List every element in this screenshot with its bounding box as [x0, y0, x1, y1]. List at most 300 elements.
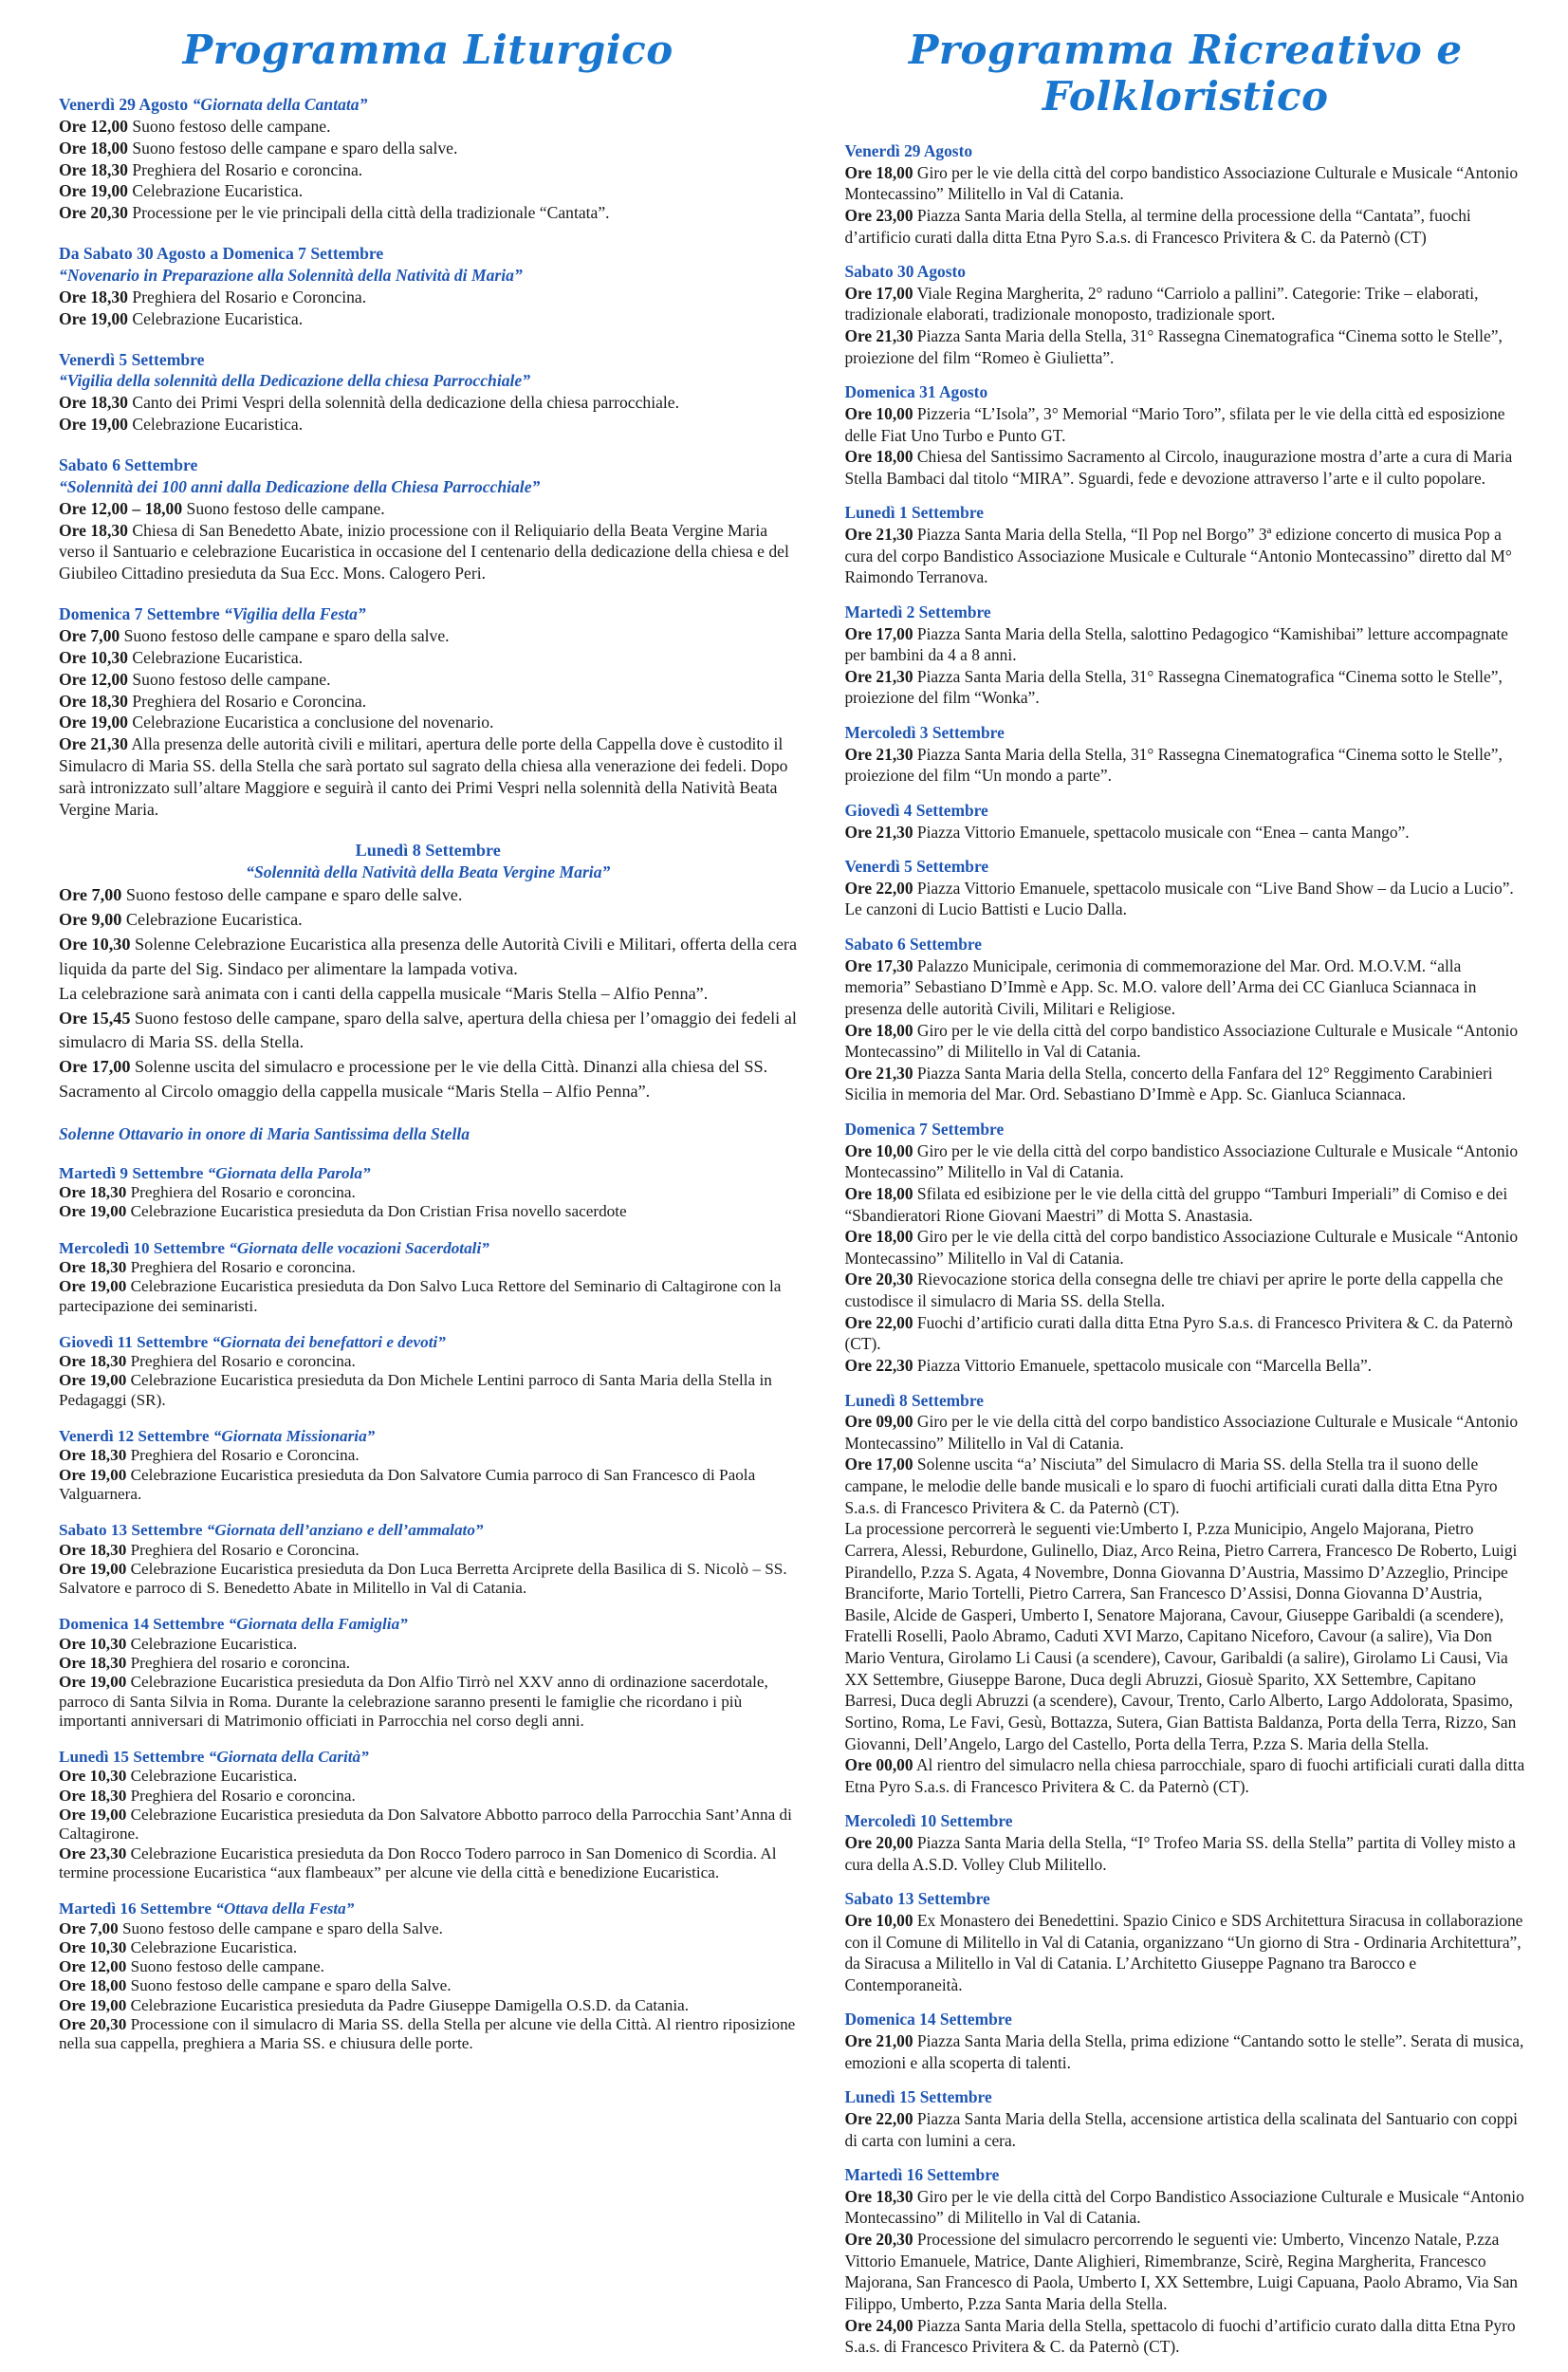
day-heading — [844, 934, 1526, 955]
day-heading — [844, 2009, 1526, 2030]
entry-time: Ore 18,30 — [59, 691, 128, 711]
schedule-entry — [59, 1560, 797, 1599]
schedule-entry — [844, 1355, 1526, 1377]
schedule-entry — [59, 625, 797, 647]
schedule-entry — [844, 1454, 1526, 1518]
day-subtitle: “Novenario in Preparazione alla Solennità della Natività di Maria” — [59, 266, 523, 286]
schedule-entry — [844, 1832, 1526, 1875]
day-heading — [59, 1239, 797, 1258]
entry-text: Canto dei Primi Vespri della solennità della dedicazione della chiesa parrocchiale. — [127, 393, 680, 413]
entry-time: Ore 9,00 — [59, 910, 122, 930]
entry-time: Ore 18,30 — [59, 520, 128, 540]
entry-time: Ore 12,00 – 18,00 — [59, 498, 183, 518]
entry-text: Piazza Santa Maria della Stella, accensione artistica della scalinata del Santuario con coppi di carta con lumini a cera. — [844, 2108, 1518, 2150]
schedule-entry — [844, 623, 1526, 666]
entry-time: Ore 22,00 — [844, 2108, 913, 2128]
schedule-entry — [59, 733, 797, 820]
schedule-entry — [59, 1673, 797, 1731]
entry-time: Ore 17,00 — [59, 1057, 131, 1077]
day-date: Da Sabato 30 Agosto a Domenica 7 Settembre — [59, 244, 384, 264]
entry-text: Celebrazione Eucaristica presieduta da Don Alfio Tirrò nel XXV anno di ordinazione sacerdotale, parroco di Santa Silvia in Roma. Durante la celebrazione saranno presenti le famiglie che ricordano i più importanti anniversari di Matrimonio officiati in Parrocchia nel corso degli anni. — [59, 1673, 768, 1730]
entry-text: Preghiera del Rosario e Coroncina. — [127, 691, 367, 711]
entry-text: Piazza Santa Maria della Stella, salottino Pedagogico “Kamishibai” letture accompagnate per bambini da 4 a 8 anni. — [844, 623, 1508, 665]
schedule-entry — [59, 1202, 797, 1221]
entry-text: Celebrazione Eucaristica. — [127, 415, 304, 435]
schedule-entry — [844, 822, 1526, 843]
schedule-entry — [59, 116, 797, 138]
entry-text: Solenne Celebrazione Eucaristica alla presenza delle Autorità Civili e Militari, offerta della cera liquida da parte del Sig. Sindaco per alimentare la lampada votiva. — [59, 934, 798, 978]
entry-time: Ore 18,00 — [59, 138, 128, 158]
entry-time: Ore 18,30 — [59, 1257, 127, 1276]
schedule-entry — [59, 1371, 797, 1410]
entry-time: Ore 18,30 — [59, 1786, 127, 1805]
entry-text: Solenne uscita del simulacro e processione per le vie della Città. Dinanzi alla chiesa del SS. Sacramento al Circolo omaggio della cappella musicale “Maris Stella – Alfio Penna”. — [59, 1057, 768, 1102]
schedule-entry — [59, 1654, 797, 1673]
entry-time: Ore 18,30 — [59, 159, 128, 179]
day-date: Venerdì 12 Settembre — [59, 1427, 210, 1446]
schedule-entry — [844, 2030, 1526, 2073]
schedule-entry — [844, 2315, 1526, 2358]
day-heading — [844, 1119, 1526, 1140]
entry-time: Ore 10,30 — [59, 1767, 127, 1786]
entry-time: Ore 19,00 — [59, 1465, 127, 1484]
schedule-entry — [844, 2108, 1526, 2151]
entry-text: Celebrazione Eucaristica. — [126, 1937, 298, 1956]
schedule-entry — [59, 202, 797, 224]
entry-time: Ore 7,00 — [59, 626, 120, 646]
program-day-section — [59, 243, 797, 329]
entry-time: Ore 18,30 — [59, 393, 128, 413]
entry-time: Ore 12,00 — [59, 1957, 127, 1976]
day-date: Domenica 7 Settembre — [844, 1120, 1005, 1139]
day-date: Sabato 6 Settembre — [844, 935, 983, 954]
day-date: Lunedì 8 Settembre — [844, 1390, 984, 1410]
entry-time: Ore 00,00 — [844, 1755, 913, 1775]
entry-text: Celebrazione Eucaristica. — [126, 1634, 298, 1653]
day-heading — [844, 2086, 1526, 2108]
day-date: Martedì 9 Settembre — [59, 1163, 204, 1182]
day-heading — [59, 1427, 797, 1446]
schedule-entry — [59, 933, 797, 982]
entry-text: Fuochi d’artificio curati dalla ditta Etna Pyro S.a.s. di Francesco Privitera & C. da Paternò (CT). — [844, 1312, 1513, 1354]
schedule-entry — [59, 1277, 797, 1316]
entry-time: Ore 09,00 — [844, 1412, 913, 1432]
entry-text: Suono festoso delle campane. — [182, 498, 385, 518]
program-day-section — [844, 1888, 1526, 1995]
program-day-section — [844, 856, 1526, 920]
entry-time: Ore 10,30 — [59, 934, 131, 954]
entry-time: Ore 18,00 — [844, 447, 913, 467]
program-day-section — [844, 602, 1526, 709]
entry-text: Piazza Santa Maria della Stella, “Il Pop nel Borgo” 3ª edizione concerto di musica Pop a cura del corpo Bandistico Associazione Musicale e Culturale “Antonio Montecassino” diretto dal M° Raimondo Terranova. — [844, 525, 1512, 587]
entry-text: Suono festoso delle campane e sparo della salve. — [127, 138, 458, 158]
program-day-section — [59, 94, 797, 224]
entry-time: Ore 18,30 — [59, 287, 128, 306]
entry-time: Ore 18,00 — [59, 1976, 127, 1995]
schedule-entry — [844, 2229, 1526, 2315]
program-day-section — [59, 1748, 797, 1882]
entry-text: Suono festoso delle campane, sparo della salve, apertura della chiesa per l’omaggio dei fedeli al simulacro di Maria SS. della Stella. — [59, 1008, 797, 1052]
day-theme: “Giornata delle vocazioni Sacerdotali” — [229, 1238, 489, 1257]
entry-time: Ore 19,00 — [59, 308, 128, 328]
program-day-section — [844, 800, 1526, 843]
schedule-entry — [844, 403, 1526, 446]
schedule-entry — [59, 1466, 797, 1505]
entry-time: Ore 19,00 — [59, 1806, 127, 1825]
entry-text: Viale Regina Margherita, 2° raduno “Carriolo a pallini”. Categorie: Trike – elaborati, tradizionale elaborati, tradizionale monoposto, tradizionale sport. — [844, 283, 1479, 324]
entry-text: Giro per le vie della città del corpo bandistico Associazione Culturale e Musicale “Antonio Montecassino” di Militello in Val di Catania. — [844, 1020, 1519, 1062]
schedule-entry — [59, 392, 797, 414]
schedule-entry — [59, 1919, 797, 1938]
entry-time: Ore 7,00 — [59, 885, 122, 905]
schedule-entry — [844, 878, 1526, 920]
program-day-section — [844, 381, 1526, 489]
entry-text: Ex Monastero dei Benedettini. Spazio Cinico e SDS Architettura Siracusa in collaborazione con il Comune di Militello in Val di Catania, organizzano “Un giorno di Stra - Ordinaria Architettura”, da Siracusa a Militello in Val di Catania. L’Architetto Giuseppe Pagnano tra Barocco e Contemporaneità. — [844, 1910, 1523, 1994]
schedule-entry — [59, 414, 797, 435]
program-day-section — [59, 1123, 797, 1145]
entry-time: Ore 19,00 — [59, 415, 128, 435]
entry-text: Celebrazione Eucaristica. — [121, 910, 303, 930]
schedule-entry — [844, 744, 1526, 787]
entry-text: Piazza Santa Maria della Stella, spettacolo di fuochi d’artificio curato dalla ditta Etna Pyro S.a.s. di Francesco Privitera & C. da Paternò (CT). — [844, 2315, 1516, 2357]
day-date: Venerdì 29 Agosto — [59, 95, 189, 114]
entry-text: Piazza Vittorio Emanuele, spettacolo musicale con “Live Band Show – da Lucio a Lucio”. Le canzoni di Lucio Battisti e Lucio Dalla. — [844, 878, 1514, 919]
entry-time: Ore 22,00 — [844, 878, 913, 898]
entry-text: Alla presenza delle autorità civili e militari, apertura delle porte della Cappella dove è custodito il Simulacro di Maria SS. della Stella che sarà portato sul sagrato della chiesa alla venerazione dei fedeli. Dopo sarà intronizzato sull’altare Maggiore e seguirà il canto dei Primi Vespri nella solennità della Natività Beata Vergine Maria. — [59, 734, 788, 819]
recreational-column — [835, 21, 1526, 2372]
program-day-section — [59, 454, 797, 584]
day-date: Mercoledì 3 Settembre — [844, 723, 1005, 742]
schedule-entry — [59, 180, 797, 202]
entry-time: Ore 7,00 — [59, 1918, 119, 1937]
program-day-section — [844, 1810, 1526, 1875]
day-subtitle: “Solennità della Natività della Beata Vergine Maria” — [246, 862, 611, 882]
schedule-entry — [59, 1055, 797, 1104]
day-heading — [59, 1521, 797, 1540]
entry-text: Preghiera del Rosario e coroncina. — [127, 159, 363, 179]
program-day-section — [59, 1615, 797, 1731]
schedule-entry — [59, 1635, 797, 1654]
program-day-section — [844, 140, 1526, 248]
schedule-entry — [59, 691, 797, 713]
schedule-entry — [59, 712, 797, 733]
day-heading — [844, 1390, 1526, 1412]
liturgical-title: Programma Liturgico — [182, 27, 673, 73]
entry-time: Ore 22,30 — [844, 1355, 913, 1375]
entry-time: Ore 18,30 — [59, 1446, 127, 1465]
schedule-entry — [844, 1226, 1526, 1269]
schedule-entry — [59, 883, 797, 908]
schedule-entry — [844, 2186, 1526, 2229]
entry-text: Piazza Santa Maria della Stella, concerto della Fanfara del 12° Reggimento Carabinieri Sicilia in memoria del Mar. Ord. Sebastiano D’Immè e App. Sc. Gianluca Sciannaca. — [844, 1063, 1493, 1104]
day-date: Giovedì 11 Settembre — [59, 1332, 209, 1351]
schedule-entry — [59, 1007, 797, 1056]
day-date: Martedì 2 Settembre — [844, 602, 991, 621]
day-date: Lunedì 15 Settembre — [59, 1748, 205, 1767]
entry-time: Ore 20,30 — [59, 2015, 127, 2034]
schedule-entry — [844, 1020, 1526, 1063]
day-date: Martedì 16 Settembre — [59, 1899, 212, 1918]
entry-time: Ore 19,00 — [59, 1277, 127, 1296]
day-theme: “Giornata della Famiglia” — [228, 1615, 408, 1634]
entry-text: Pizzeria “L’Isola”, 3° Memorial “Mario Toro”, sfilata per le vie della città ed esposizione delle Fiat Uno Turbo e Punto GT. — [844, 403, 1505, 445]
day-heading — [59, 603, 797, 625]
entry-time: Ore 19,00 — [59, 1559, 127, 1578]
program-day-section — [59, 1899, 797, 2053]
entry-time: Ore 19,00 — [59, 1371, 127, 1390]
entry-text: Celebrazione Eucaristica presieduta da Don Cristian Frisa novello sacerdote — [126, 1202, 627, 1221]
program-day-section — [844, 261, 1526, 368]
day-theme: “Ottava della Festa” — [215, 1899, 355, 1918]
entry-time: Ore 12,00 — [59, 116, 128, 136]
program-day-section — [844, 722, 1526, 787]
schedule-entry — [59, 498, 797, 520]
entry-text: Piazza Vittorio Emanuele, spettacolo musicale con “Enea – canta Mango”. — [913, 822, 1410, 842]
entry-text: Celebrazione Eucaristica presieduta da Don Salvo Luca Rettore del Seminario di Caltagirone con la partecipazione dei seminaristi. — [59, 1277, 782, 1315]
entry-time: Ore 21,30 — [844, 326, 913, 345]
schedule-entry — [59, 1938, 797, 1957]
entry-text: Suono festoso delle campane e sparo della Salve. — [118, 1918, 443, 1937]
day-heading — [844, 602, 1526, 623]
day-heading — [844, 261, 1526, 283]
entry-text: Preghiera del Rosario e coroncina. — [126, 1352, 356, 1371]
day-heading — [844, 1810, 1526, 1832]
day-subtitle: Solenne Ottavario in onore di Maria Santissima della Stella — [59, 1123, 470, 1143]
schedule-entry — [59, 138, 797, 159]
program-day-section — [844, 1119, 1526, 1377]
entry-text: Sfilata ed esibizione per le vie della città del gruppo “Tamburi Imperiali” di Comiso e dei “Sbandieratori Rione Giovani Maestri” di Motta S. Anastasia. — [844, 1183, 1508, 1225]
entry-time: Ore 21,30 — [844, 666, 913, 686]
program-day-section — [59, 1333, 797, 1410]
entry-time: Ore 23,00 — [844, 205, 913, 225]
day-heading — [844, 2164, 1526, 2186]
entry-time: Ore 17,00 — [844, 623, 913, 643]
entry-text: Al rientro del simulacro nella chiesa parrocchiale, sparo di fuochi artificiali curati dalla ditta Etna Pyro S.a.s. di Francesco Privitera & C. da Paternò (CT). — [844, 1755, 1525, 1796]
entry-time: Ore 21,30 — [844, 525, 913, 544]
entry-time: Ore 20,00 — [844, 1833, 913, 1852]
entry-text: Processione con il simulacro di Maria SS. della Stella per alcune vie della Città. Al rientro riposizione nella sua cappella, preghiera a Maria SS. e chiusura delle porte. — [59, 2015, 796, 2053]
entry-text: Piazza Santa Maria della Stella, 31° Rassegna Cinematografica “Cinema sotto le Stelle”, proiezione del film “Romeo è Giulietta”. — [844, 326, 1503, 367]
day-heading — [59, 94, 797, 116]
entry-text: Solenne uscita “a’ Nisciuta” del Simulacro di Maria SS. della Stella tra il suono delle campane, le melodie delle bande musicali e lo sparo di fuochi artificiali curati dalla ditta Etna Pyro S.a.s. di Francesco Privitera & C. da Paternò (CT). — [844, 1455, 1498, 1517]
schedule-entry — [59, 1787, 797, 1806]
liturgical-sections — [59, 94, 797, 2054]
entry-text: Giro per le vie della città del corpo bandistico Associazione Culturale e Musicale “Antonio Montecassino” Militello in Val di Catania. — [844, 162, 1519, 204]
program-day-section — [844, 2009, 1526, 2073]
entry-time: Ore 17,00 — [844, 283, 913, 303]
day-heading — [59, 349, 797, 371]
day-date: Sabato 30 Agosto — [844, 262, 966, 282]
schedule-entry — [844, 1063, 1526, 1105]
entry-text: La celebrazione sarà animata con i canti della cappella musicale “Maris Stella – Alfio Penna”. — [59, 983, 709, 1003]
program-day-section — [844, 2164, 1526, 2358]
entry-text: Celebrazione Eucaristica. — [127, 308, 304, 328]
schedule-entry — [59, 159, 797, 181]
day-theme: “Giornata della Carità” — [208, 1748, 369, 1767]
entry-text: Suono festoso delle campane e sparo delle salve. — [121, 885, 463, 905]
schedule-entry — [59, 1352, 797, 1371]
entry-time: Ore 18,00 — [844, 1183, 913, 1203]
program-day-section — [844, 934, 1526, 1105]
day-heading — [59, 243, 797, 265]
day-date: Sabato 13 Settembre — [844, 1889, 990, 1909]
day-theme: “Vigilia della Festa” — [224, 604, 366, 624]
day-theme: “Giornata della Parola” — [207, 1163, 371, 1182]
day-heading — [844, 502, 1526, 524]
entry-time: Ore 17,00 — [844, 1455, 913, 1474]
day-theme: “Giornata della Cantata” — [192, 95, 368, 114]
program-day-section — [59, 1521, 797, 1598]
program-day-section — [59, 1239, 797, 1316]
entry-time: Ore 18,00 — [844, 162, 913, 182]
day-date: Sabato 6 Settembre — [59, 455, 198, 475]
entry-time: Ore 21,30 — [844, 1063, 913, 1083]
schedule-entry — [59, 1541, 797, 1560]
day-heading — [59, 1164, 797, 1183]
entry-text: Palazzo Municipale, cerimonia di commemorazione del Mar. Ord. M.O.V.M. “alla memoria” Sebastiano D’Immè e App. Sc. M.O. valore dell’Arma dei CC Gianluca Sciannaca in presenza delle autorità Civili, Militari e Religiose. — [844, 955, 1477, 1018]
entry-time: Ore 18,00 — [844, 1020, 913, 1040]
entry-text: Suono festoso delle campane. — [126, 1957, 324, 1976]
entry-time: Ore 18,00 — [844, 1227, 913, 1247]
entry-time: Ore 19,00 — [59, 1673, 127, 1692]
schedule-entry — [59, 1183, 797, 1202]
day-date: Venerdì 5 Settembre — [844, 857, 989, 877]
day-heading — [844, 1888, 1526, 1910]
day-date: Mercoledì 10 Settembre — [59, 1238, 225, 1257]
entry-text: Celebrazione Eucaristica. — [126, 1767, 298, 1786]
entry-time: Ore 24,00 — [844, 2315, 913, 2335]
entry-text: Preghiera del Rosario e coroncina. — [126, 1786, 356, 1805]
day-date: Domenica 14 Settembre — [59, 1615, 225, 1634]
day-date: Domenica 14 Settembre — [844, 2010, 1012, 2029]
entry-time: Ore 21,30 — [59, 734, 128, 754]
program-day-section — [844, 502, 1526, 588]
entry-time: Ore 15,45 — [59, 1008, 131, 1028]
entry-text: Piazza Santa Maria della Stella, al termine della processione della “Cantata”, fuochi d’artificio curati dalla ditta Etna Pyro S.a.s. di Francesco Privitera & C. da Paternò (CT) — [844, 205, 1471, 247]
entry-time: Ore 19,00 — [59, 713, 128, 732]
entry-text: Processione del simulacro percorrendo le seguenti vie: Umberto, Vincenzo Natale, P.zza Vittorio Emanuele, Matrice, Dante Alighieri, Rimembranze, Scirè, Regina Margherita, Francesco Majorana, San Francesco di Paola, Umberto I, XX Settembre, Luigi Capuana, Paolo Abramo, Via San Filippo, Umberto, P.zza Santa Maria della Stella. — [844, 2230, 1518, 2313]
day-date: Sabato 13 Settembre — [59, 1521, 203, 1540]
entry-text: Preghiera del Rosario e coroncina. — [126, 1183, 356, 1202]
day-date: Venerdì 29 Agosto — [844, 141, 973, 160]
program-day-section — [59, 1427, 797, 1504]
entry-time: Ore 10,30 — [59, 1634, 127, 1653]
entry-text: Preghiera del Rosario e Coroncina. — [126, 1540, 360, 1559]
program-day-section — [844, 1390, 1526, 1798]
schedule-entry — [844, 325, 1526, 368]
entry-time: Ore 19,00 — [59, 1202, 127, 1221]
program-day-section — [59, 840, 797, 1104]
entry-time: Ore 18,30 — [59, 1352, 127, 1371]
entry-text: Processione per le vie principali della città della tradizionale “Cantata”. — [127, 203, 610, 223]
schedule-entry — [59, 1844, 797, 1883]
day-date: Giovedì 4 Settembre — [844, 800, 988, 820]
entry-text: Suono festoso delle campane e sparo della Salve. — [126, 1976, 452, 1995]
schedule-entry — [844, 666, 1526, 709]
entry-time: Ore 19,00 — [59, 181, 128, 201]
entry-time: Ore 10,30 — [59, 647, 128, 667]
entry-text: Chiesa del Santissimo Sacramento al Circolo, inaugurazione mostra d’arte a cura di Maria Stella Bambaci dal titolo “MIRA”. Sguardi, fede e devozione attraverso l’arte e il culto popolare. — [844, 447, 1513, 488]
entry-time: Ore 12,00 — [59, 669, 128, 689]
day-heading — [844, 140, 1526, 162]
entry-text: Celebrazione Eucaristica presieduta da Don Salvatore Abbotto parroco della Parrocchia Sant’Anna di Caltagirone. — [59, 1806, 792, 1844]
entry-time: Ore 18,30 — [59, 1183, 127, 1202]
entry-time: Ore 20,30 — [844, 1269, 913, 1289]
entry-time: Ore 19,00 — [59, 1995, 127, 2014]
schedule-entry — [59, 1767, 797, 1786]
day-heading — [844, 856, 1526, 878]
entry-time: Ore 20,30 — [59, 203, 128, 223]
schedule-entry — [844, 1754, 1526, 1797]
entry-text: Giro per le vie della città del corpo bandistico Associazione Culturale e Musicale “Antonio Montecassino” Militello in Val di Catania. — [844, 1412, 1519, 1453]
day-date: Lunedì 15 Settembre — [844, 2087, 992, 2107]
entry-text: Rievocazione storica della consegna delle tre chiavi per aprire le porte della cappella che custodisce il simulacro di Maria SS. della Stella. — [844, 1269, 1503, 1310]
day-heading — [59, 454, 797, 476]
day-heading — [59, 1748, 797, 1767]
entry-time: Ore 21,30 — [844, 744, 913, 764]
schedule-entry — [844, 1183, 1526, 1226]
entry-text: Piazza Santa Maria della Stella, “I° Trofeo Maria SS. della Stella” partita di Volley misto a cura della A.S.D. Volley Club Militello. — [844, 1833, 1516, 1874]
entry-text: Preghiera del rosario e coroncina. — [126, 1653, 351, 1672]
schedule-entry — [59, 308, 797, 330]
day-theme: “Giornata Missionaria” — [212, 1427, 376, 1446]
entry-time: Ore 17,30 — [844, 955, 913, 975]
entry-time: Ore 22,00 — [844, 1312, 913, 1332]
entry-text: Giro per le vie della città del corpo bandistico Associazione Culturale e Musicale “Antonio Montecassino” Militello in Val di Catania. — [844, 1227, 1519, 1268]
entry-time: Ore 10,30 — [59, 1937, 127, 1956]
schedule-entry — [844, 955, 1526, 1020]
day-heading — [59, 1899, 797, 1918]
program-day-section — [59, 1164, 797, 1222]
entry-text: Piazza Santa Maria della Stella, prima edizione “Cantando sotto le stelle”. Serata di musica, emozioni e alla scoperta di talenti. — [844, 2031, 1524, 2072]
entry-text: Preghiera del Rosario e Coroncina. — [127, 287, 367, 306]
schedule-entry — [844, 446, 1526, 489]
schedule-entry — [844, 1910, 1526, 1996]
schedule-entry — [844, 283, 1526, 325]
entry-text: Suono festoso delle campane e sparo della salve. — [120, 626, 450, 646]
entry-text: Celebrazione Eucaristica presieduta da Don Salvatore Cumia parroco di San Francesco di Paola Valguarnera. — [59, 1465, 756, 1503]
recreational-title: Programma Ricreativo e Folkloristico — [908, 27, 1463, 120]
entry-text: Giro per le vie della città del corpo bandistico Associazione Culturale e Musicale “Antonio Montecassino” Militello in Val di Catania. — [844, 1140, 1519, 1182]
entry-text: Suono festoso delle campane. — [127, 669, 331, 689]
day-theme: “Giornata dei benefattori e devoti” — [212, 1332, 446, 1351]
entry-time: Ore 10,00 — [844, 1910, 913, 1930]
entry-text: Preghiera del Rosario e coroncina. — [126, 1257, 356, 1276]
day-heading — [59, 1615, 797, 1634]
entry-text: Piazza Vittorio Emanuele, spettacolo musicale con “Marcella Bella”. — [913, 1355, 1373, 1375]
schedule-entry — [844, 524, 1526, 588]
schedule-entry — [844, 1312, 1526, 1355]
day-date: Domenica 7 Settembre — [59, 604, 220, 624]
entry-text: Preghiera del Rosario e Coroncina. — [126, 1446, 360, 1465]
schedule-entry — [59, 982, 797, 1007]
schedule-entry — [59, 287, 797, 308]
entry-time: Ore 23,30 — [59, 1844, 127, 1862]
schedule-entry — [59, 1976, 797, 1995]
schedule-entry — [59, 2015, 797, 2054]
day-subtitle: “Solennità dei 100 anni dalla Dedicazione della Chiesa Parrocchiale” — [59, 476, 541, 496]
day-theme: “Giornata dell’anziano e dell’ammalato” — [206, 1521, 484, 1540]
entry-time: Ore 18,30 — [844, 2186, 913, 2206]
entry-text: Celebrazione Eucaristica. — [127, 181, 304, 201]
schedule-entry — [59, 1957, 797, 1976]
schedule-entry — [844, 1411, 1526, 1454]
entry-text: Celebrazione Eucaristica presieduta da Don Michele Lentini parroco di Santa Maria della Stella in Pedagaggi (SR). — [59, 1371, 772, 1409]
schedule-entry — [844, 1269, 1526, 1311]
entry-text: Celebrazione Eucaristica. — [127, 647, 304, 667]
entry-text: Piazza Santa Maria della Stella, 31° Rassegna Cinematografica “Cinema sotto le Stelle”, proiezione del film “Un mondo a parte”. — [844, 744, 1503, 786]
liturgical-column — [59, 21, 797, 2372]
